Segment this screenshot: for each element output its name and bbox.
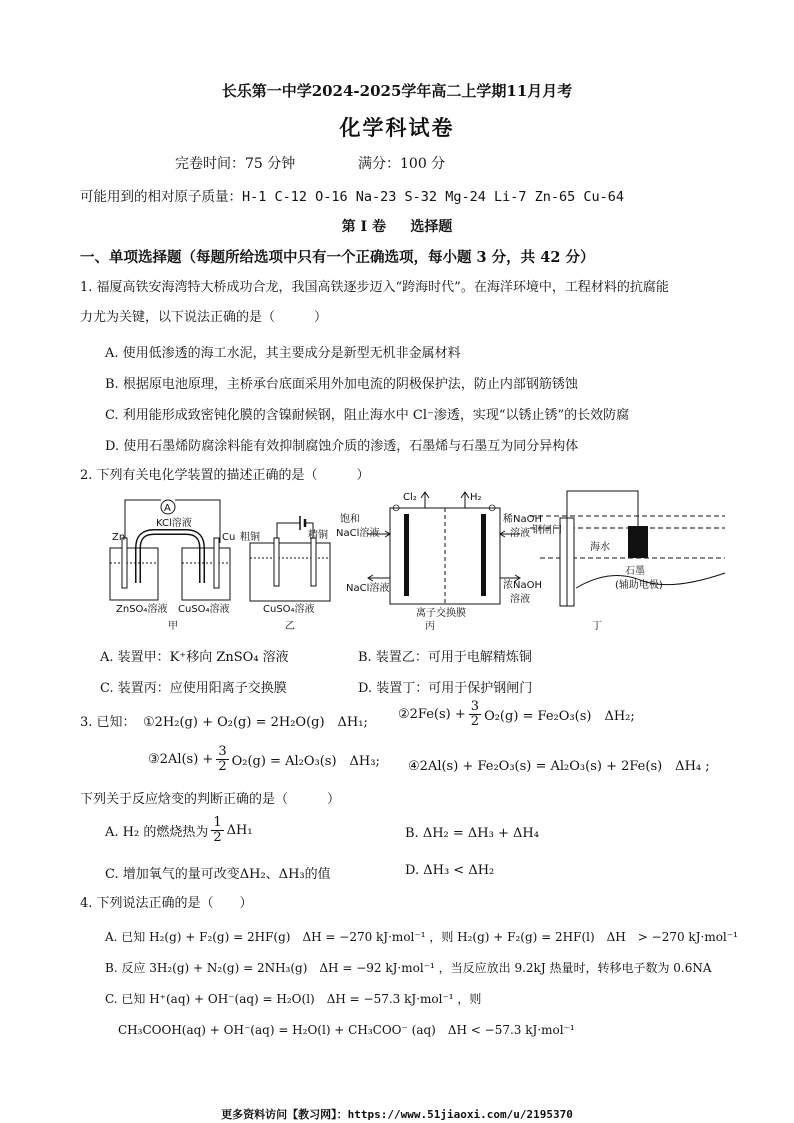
bing-cl2: Cl₂ — [403, 492, 417, 503]
q3-eq3-pre: ③2Al(s) + — [148, 752, 214, 767]
q3-option-a-frac-den: 2 — [213, 830, 222, 845]
yi-crude-copper: 粗铜 — [240, 532, 260, 543]
q3-eq3-frac-num: 3 — [218, 744, 227, 759]
q3-eq3-frac-den: 2 — [218, 759, 227, 774]
q4-option-c: C. 已知 H⁺(aq) + OH⁻(aq) = H₂O(l) ΔH = −57.3 kJ·mol⁻¹ ，则 — [105, 992, 482, 1006]
q3-option-a — [105, 816, 253, 845]
bing-in-left-2: NaCl溶液 — [336, 528, 380, 539]
device-jia — [110, 500, 235, 632]
q3-eq3 — [148, 745, 380, 774]
q2-option-a: A. 装置甲：K⁺移向 ZnSO₄ 溶液 — [100, 650, 289, 665]
exam-time: 完卷时间：75 分钟 — [175, 156, 296, 172]
q3-eq2-pre: ②2Fe(s) + — [398, 707, 466, 722]
jia-bridge-label: KCl溶液 — [156, 518, 192, 529]
bing-minus-left: ⊖ — [392, 503, 401, 514]
q3-option-a-pre: A. H₂ 的燃烧热为 — [105, 825, 209, 840]
q4-option-c-line2: CH₃COOH(aq) + OH⁻(aq) = H₂O(l) + CH₃COO⁻ (aq) ΔH < −57.3 kJ·mol⁻¹ — [118, 1023, 575, 1037]
q3-eq1: ①2H₂(g) + O₂(g) = 2H₂O(g) ΔH₁; — [143, 715, 368, 730]
bing-caption: 丙 — [425, 621, 435, 632]
bing-in-left-1: 饱和 — [340, 514, 360, 525]
q1-option-b: B. 根据原电池原理，主桥承台底面采用外加电流的阴极保护法，防止内部钢筋锈蚀 — [105, 377, 578, 392]
bing-out-right-1: 浓NaOH — [503, 580, 542, 591]
ding-graphite: 石墨 — [625, 566, 645, 577]
part-heading — [0, 216, 794, 236]
ding-caption: 丁 — [592, 621, 602, 632]
section-heading: 一、单项选择题（每题所给选项中只有一个正确选项，每小题 3 分，共 42 分） — [80, 249, 595, 266]
part-label: 第 I 卷 — [341, 219, 386, 235]
q4-stem: 4. 下列说法正确的是（ ） — [80, 896, 253, 911]
q3-option-a-post: ΔH₁ — [226, 823, 253, 838]
q4-option-a: A. 已知 H₂(g) + F₂(g) = 2HF(g) ΔH = −270 kJ·mol⁻¹ ，则 H₂(g) + F₂(g) = 2HF(l) ΔH > −270 kJ·mol⁻¹ — [105, 930, 738, 944]
yi-solution: CuSO₄溶液 — [263, 604, 315, 615]
q3-intro: 3. 已知： — [80, 715, 136, 730]
q3-eq3-post: O₂(g) = Al₂O₃(s) ΔH₃; — [231, 754, 380, 769]
atomic-masses: 可能用到的相对原子质量：H-1 C-12 O-16 Na-23 S-32 Mg-24 Li-7 Zn-65 Cu-64 — [80, 189, 625, 205]
q3-eq3-fraction — [216, 745, 228, 774]
q3-eq4: ④2Al(s) + Fe₂O₃(s) = Al₂O₃(s) + 2Fe(s) ΔH₄ ; — [408, 759, 710, 774]
q3-eq2-frac-num: 3 — [470, 699, 480, 714]
bing-out-left: NaCl溶液 — [346, 583, 390, 594]
q1-stem-line1: 1. 福厦高铁安海湾特大桥成功合龙，我国高铁逐步迈入“跨海时代”。在海洋环境中，工程材料的抗腐能 — [80, 280, 669, 295]
q1-option-d: D. 使用石墨烯防腐涂料能有效抑制腐蚀介质的渗透，石墨烯与石墨互为同分异构体 — [105, 439, 579, 454]
q3-eq2-post: O₂(g) = Fe₂O₃(s) ΔH₂; — [484, 709, 635, 724]
bing-membrane: 离子交换膜 — [416, 608, 466, 619]
ding-aux-electrode: (辅助电极) — [615, 580, 663, 591]
q3-eq2-frac-den: 2 — [470, 714, 480, 729]
jia-left-solution: ZnSO₄溶液 — [116, 604, 168, 615]
jia-zn-label: Zn — [112, 532, 126, 543]
ding-water: 海水 — [590, 542, 610, 553]
q1-option-c: C. 利用能形成致密钝化膜的含镍耐候钢，阻止海水中 Cl⁻渗透，实现“以锈止锈”的长效防腐 — [105, 408, 630, 423]
device-ding — [530, 491, 725, 632]
yi-caption: 乙 — [285, 621, 295, 632]
q2-option-d: D. 装置丁：可用于保护钢闸门 — [358, 681, 533, 696]
ding-gate: 钢闸门 — [532, 525, 562, 536]
q2-stem: 2. 下列有关电化学装置的描述正确的是（ ） — [80, 468, 370, 483]
footer-link[interactable]: 更多资料访问【教习网】：https://www.51jiaoxi.com/u/2195370 — [221, 1108, 573, 1121]
q3-option-a-fraction — [211, 816, 223, 845]
q1-stem-line2: 力尤为关键，以下说法正确的是（ ） — [80, 310, 328, 325]
q2-option-c: C. 装置丙：应使用阳离子交换膜 — [100, 681, 287, 696]
exam-score: 满分：100 分 — [358, 156, 446, 172]
bing-in-right-1: 稀NaOH — [503, 514, 542, 525]
bing-in-right-2: 溶液 — [510, 528, 530, 539]
bing-out-right-2: 溶液 — [510, 594, 530, 605]
device-bing — [336, 492, 542, 632]
device-yi — [240, 516, 330, 632]
q3-option-d: D. ΔH₃ < ΔH₂ — [405, 863, 495, 878]
q4-option-b: B. 反应 3H₂(g) + N₂(g) = 2NH₃(g) ΔH = −92 kJ·mol⁻¹ ，当反应放出 9.2kJ 热量时，转移电子数为 0.6NA — [105, 961, 712, 975]
subject-title: 化学科试卷 — [339, 115, 455, 140]
bing-h2: H₂ — [470, 492, 482, 503]
exam-title: 长乐第一中学2024-2025学年高二上学期11月月考 — [221, 82, 573, 100]
jia-caption: 甲 — [168, 621, 178, 632]
q3-eq2 — [398, 700, 635, 729]
part-name: 选择题 — [410, 219, 453, 235]
bing-minus-right: ⊖ — [488, 503, 497, 514]
q3-option-b: B. ΔH₂ = ΔH₃ + ΔH₄ — [405, 826, 539, 841]
q1-option-a: A. 使用低渗透的海工水泥，其主要成分是新型无机非金属材料 — [105, 346, 461, 361]
q2-diagram — [100, 488, 730, 638]
q2-option-b: B. 装置乙：可用于电解精炼铜 — [358, 650, 532, 665]
yi-pure-copper: 精铜 — [308, 530, 328, 541]
q3-eq2-fraction — [469, 700, 481, 729]
jia-right-solution: CuSO₄溶液 — [178, 604, 230, 615]
q3-option-c: C. 增加氧气的量可改变ΔH₂、ΔH₃的值 — [105, 867, 331, 882]
jia-cu-label: Cu — [222, 532, 236, 543]
jia-ammeter: A — [164, 503, 171, 514]
q3-option-a-frac-num: 1 — [213, 815, 222, 830]
q3-stem: 下列关于反应焓变的判断正确的是（ ） — [80, 792, 341, 807]
